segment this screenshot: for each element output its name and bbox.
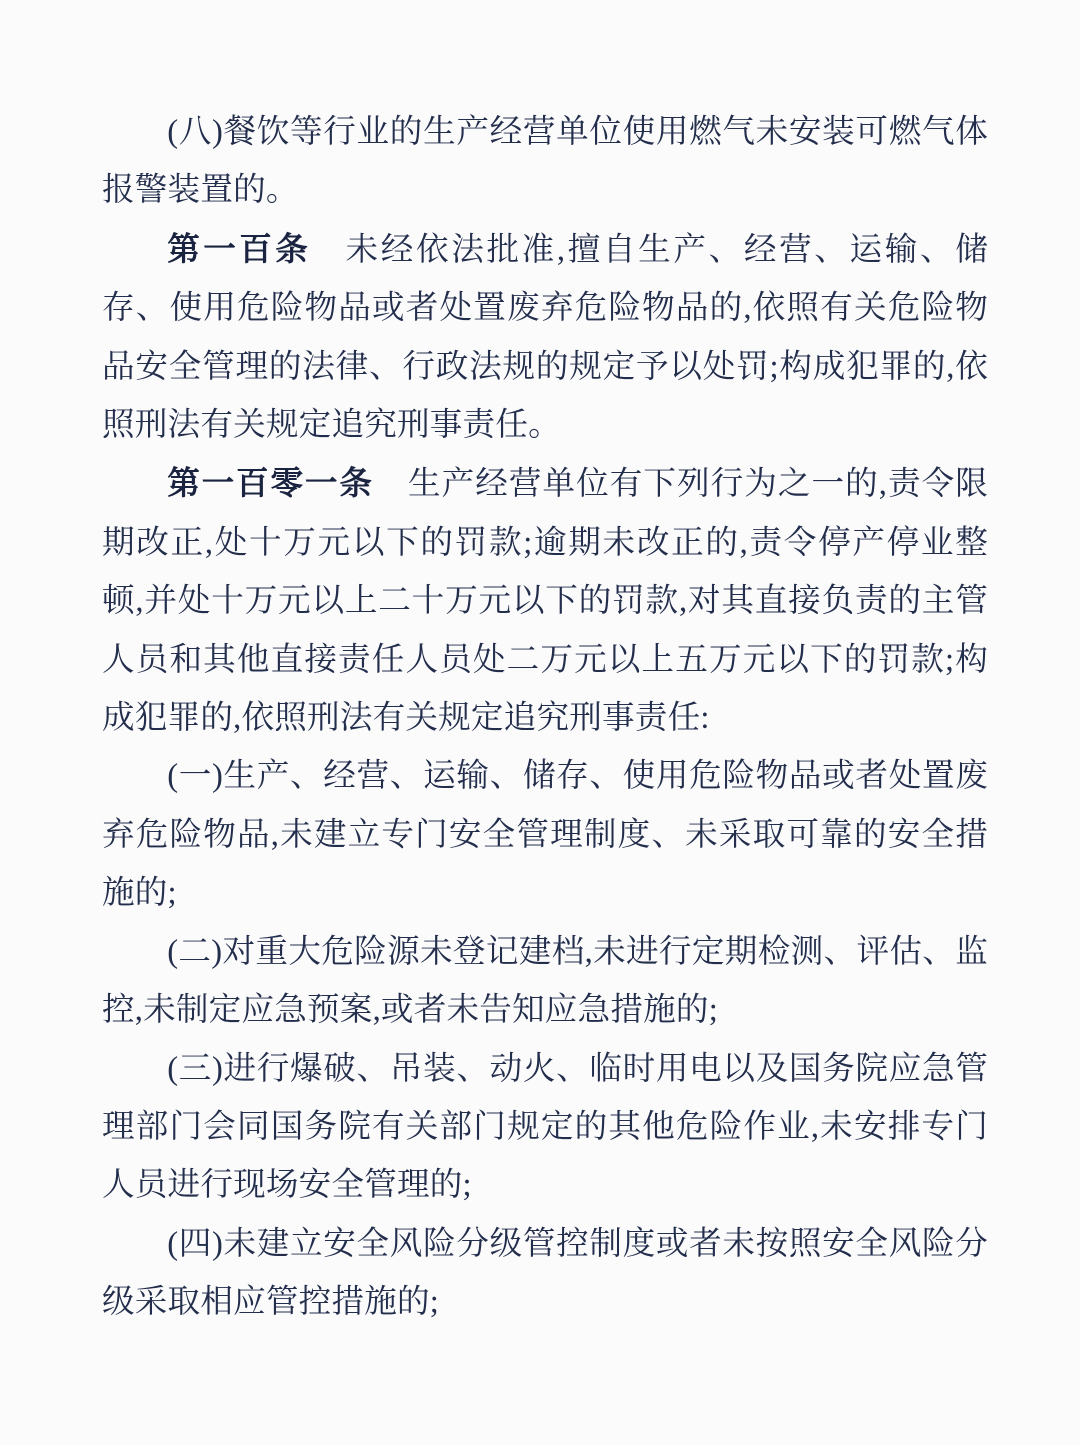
paragraph: 第一百零一条 生产经营单位有下列行为之一的,责令限期改正,处十万元以下的罚款;逾期未改正的,责令停产停业整顿,并处十万元以上二十万元以下的罚款,对其直接负责的主管人员和其他直接责任人员处二万元以上五万元以下的罚款;构成犯罪的,依照刑法有关规定追究刑事责任: (102, 464, 988, 737)
paragraph: (二)对重大危险源未登记建档,未进行定期检测、评估、监控,未制定应急预案,或者未告知应急措施的; (102, 933, 988, 1029)
document-body (102, 103, 988, 1332)
paragraph: (八)餐饮等行业的生产经营单位使用燃气未安装可燃气体报警装置的。 (102, 114, 988, 209)
paragraph: (一)生产、经营、运输、储存、使用危险物品或者处置废弃危险物品,未建立专门安全管理制度、未采取可靠的安全措施的; (102, 758, 988, 912)
paragraph: (三)进行爆破、吊装、动火、临时用电以及国务院应急管理部门会同国务院有关部门规定的其他危险作业,未安排专门人员进行现场安全管理的; (102, 1050, 988, 1204)
article-number: 第一百条 (167, 229, 312, 267)
paragraph: 第一百条 未经依法批准,擅自生产、经营、运输、储存、使用危险物品或者处置废弃危险物品的,依照有关危险物品安全管理的法律、行政法规的规定予以处罚;构成犯罪的,依照刑法有关规定追究刑事责任。 (102, 229, 988, 444)
article-number: 第一百零一条 (167, 464, 374, 502)
paragraph: (四)未建立安全风险分级管控制度或者未按照安全风险分级采取相应管控措施的; (102, 1225, 988, 1321)
